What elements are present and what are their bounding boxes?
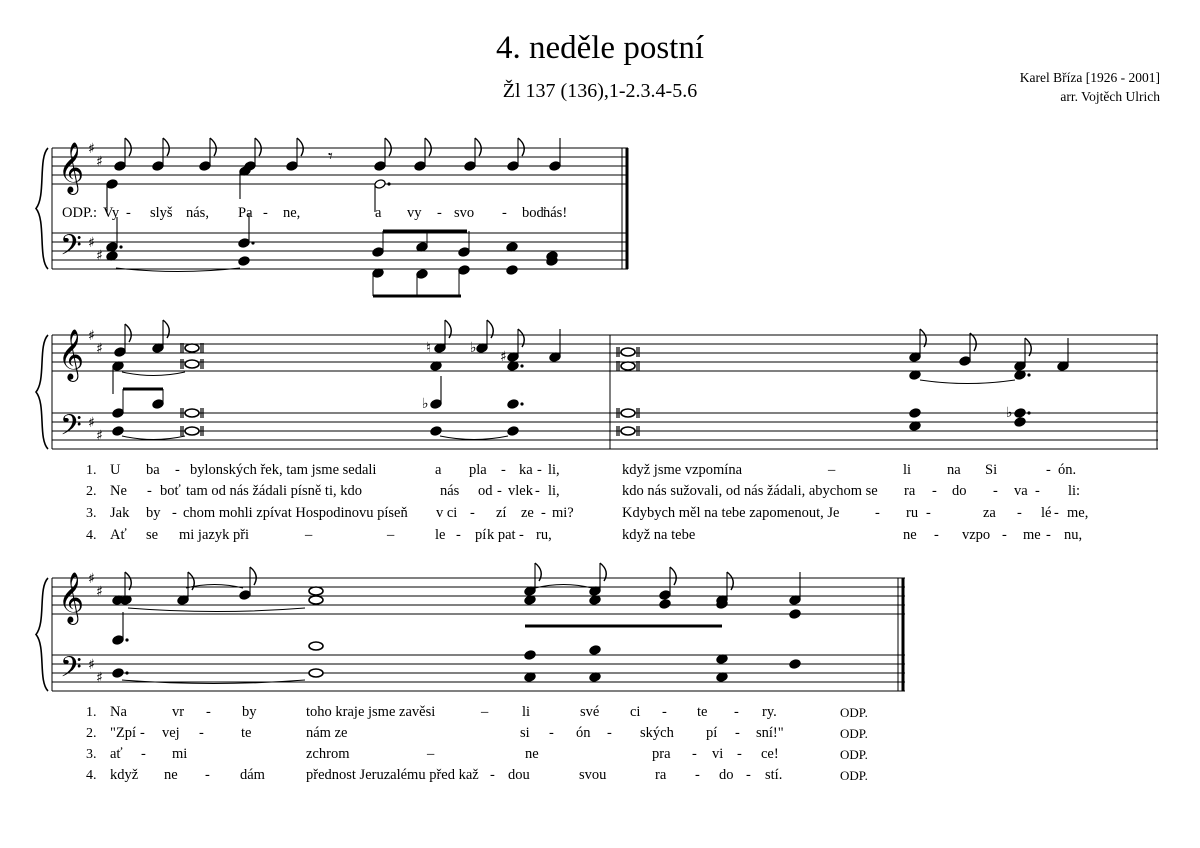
- note-head: [506, 265, 518, 276]
- verse-syllable: -: [735, 725, 740, 741]
- whole-note: [621, 409, 635, 417]
- page-title: 4. neděle postní: [495, 30, 705, 66]
- verse-number: 4.: [86, 528, 97, 543]
- whole-note: [621, 427, 635, 435]
- flat-sign: ♭: [470, 340, 477, 356]
- verse-syllable: zchrom: [306, 746, 350, 762]
- verse-syllable: Ne: [110, 483, 127, 499]
- key-sharp: ♯: [88, 235, 95, 251]
- tie: [128, 608, 305, 612]
- verse-syllable: sní!": [756, 725, 784, 741]
- note-flag: [518, 138, 524, 156]
- verse-syllable: stí.: [765, 767, 783, 783]
- response-syllable: boď: [522, 205, 546, 221]
- arranger-credit: arr. Vojtěch Ulrich: [1060, 89, 1160, 104]
- verse-syllable: chom mohli zpívat Hospodinovu píseň: [183, 505, 408, 521]
- verse-syllable: ka: [519, 462, 533, 478]
- verse-syllable: ci: [630, 704, 641, 720]
- note-head: [112, 635, 124, 646]
- verse-syllable: -: [692, 746, 697, 762]
- system-brace: [36, 148, 48, 269]
- verse-syllable: dám: [240, 767, 265, 783]
- verse-syllable: vzpo: [962, 527, 991, 543]
- verse-syllable: me,: [1067, 505, 1089, 521]
- treble-clef: 𝄞: [58, 142, 85, 193]
- response-syllable: Vy: [103, 205, 120, 221]
- verse-syllable: -: [1054, 505, 1059, 521]
- verse-syllable: te: [697, 704, 708, 720]
- system-brace: [36, 335, 48, 449]
- verse-syllable: -: [140, 725, 145, 741]
- verse-number: 4.: [86, 768, 97, 783]
- treble-clef: 𝄞: [58, 329, 85, 380]
- verse-syllable: když: [110, 767, 139, 783]
- note-head: [152, 399, 164, 410]
- note-head: [430, 426, 442, 437]
- note-head: [507, 426, 519, 437]
- note-head: [507, 399, 519, 410]
- note-flag: [125, 324, 131, 342]
- note-flag: [163, 138, 169, 156]
- flat-sign: ♭: [1006, 405, 1013, 421]
- whole-note: [185, 344, 199, 352]
- verse-syllable: -: [172, 505, 177, 521]
- verse-syllable: od: [478, 483, 493, 499]
- tie: [122, 372, 185, 376]
- verse-syllable: ne: [525, 746, 539, 762]
- natural-sign: ♮: [426, 340, 432, 356]
- verse-syllable: přednost Jeruzalému před kaž: [306, 767, 479, 783]
- verse-syllable: -: [199, 725, 204, 741]
- verse-syllable: když jsme vzpomína: [622, 462, 743, 478]
- response-syllable: nás!: [543, 205, 568, 221]
- note-head: [414, 161, 426, 172]
- note-head: [114, 161, 126, 172]
- verse-syllable: -: [1046, 462, 1051, 478]
- verse-syllable: -: [470, 505, 475, 521]
- verse-syllable: li,: [548, 462, 560, 478]
- verse-syllable: na: [947, 462, 961, 478]
- note-head: [239, 590, 251, 601]
- verse-syllable: -: [746, 767, 751, 783]
- verse-syllable: ba: [146, 462, 160, 478]
- system-brace: [36, 578, 48, 691]
- note-head: [524, 650, 536, 661]
- composer-credit: Karel Bříza [1926 - 2001]: [1019, 70, 1160, 85]
- verse-syllable: -: [501, 462, 506, 478]
- verse-syllable: ru: [906, 505, 919, 521]
- note-head: [458, 265, 470, 276]
- verse-syllable: me: [1023, 527, 1041, 543]
- verse-syllable: toho kraje jsme zavěsi: [306, 704, 436, 720]
- note-dot: [251, 241, 254, 244]
- verse-syllable: va: [1014, 483, 1028, 499]
- note-dot: [1027, 373, 1030, 376]
- verse-syllable: za: [983, 505, 996, 521]
- verse-syllable: ón: [576, 725, 591, 741]
- verse-syllable: ón.: [1058, 462, 1077, 478]
- key-sharp: ♯: [88, 141, 95, 157]
- verse-syllable: ra: [655, 767, 667, 783]
- whole-note: [621, 348, 635, 356]
- verse-syllable: si: [520, 725, 530, 741]
- note-head: [659, 599, 671, 610]
- note-head: [507, 161, 519, 172]
- verse-syllable: pla: [469, 462, 487, 478]
- verse-syllable: pí: [475, 527, 487, 543]
- note-head: [789, 659, 801, 670]
- verse-syllable: zí: [496, 505, 507, 521]
- verse-syllable: -: [147, 483, 152, 499]
- verse-syllable: nám ze: [306, 725, 348, 741]
- verse-syllable: pí: [706, 725, 718, 741]
- verse-syllable: -: [1002, 527, 1007, 543]
- note-head: [1014, 408, 1026, 419]
- verse-syllable: ce!: [761, 746, 779, 762]
- whole-note: [185, 427, 199, 435]
- verse-syllable: li: [522, 704, 531, 720]
- whole-note: [621, 362, 635, 370]
- note-head: [789, 609, 801, 620]
- note-dot: [520, 402, 523, 405]
- whole-note: [309, 596, 323, 604]
- note-head: [238, 256, 250, 267]
- verse-syllable: ru,: [536, 527, 552, 543]
- note-head: [959, 356, 971, 367]
- note-flag: [210, 138, 216, 156]
- verse-syllable: -: [537, 462, 542, 478]
- verse-syllable: ry.: [762, 704, 777, 720]
- key-sharp: ♯: [88, 415, 95, 431]
- response-syllable: -: [437, 205, 442, 221]
- verse-syllable: -: [519, 527, 524, 543]
- verse-syllable: -: [993, 483, 998, 499]
- verse-syllable: své: [580, 704, 600, 720]
- verse-syllable: -: [497, 483, 502, 499]
- note-head: [372, 247, 384, 258]
- verse-syllable: -: [1046, 527, 1051, 543]
- verse-syllable: vej: [162, 725, 180, 741]
- verse-syllable: -: [695, 767, 700, 783]
- verse-syllable: -: [205, 767, 210, 783]
- key-sharp: ♯: [96, 248, 103, 264]
- whole-note: [309, 587, 323, 595]
- verse-syllable: -: [141, 746, 146, 762]
- verse-syllable: ať: [110, 746, 123, 762]
- verse-syllable: nás: [440, 483, 460, 499]
- verse-syllable: -: [549, 725, 554, 741]
- note-head: [464, 161, 476, 172]
- verse-syllable: tam od nás žádali písně ti, kdo: [186, 483, 362, 499]
- response-syllable: slyš: [150, 205, 173, 221]
- verse-syllable: –: [481, 704, 489, 720]
- verse-syllable: -: [1035, 483, 1040, 499]
- response-syllable: Pa: [238, 205, 253, 221]
- note-flag: [125, 138, 131, 156]
- response-cue: ODP.: [840, 726, 868, 741]
- verse-syllable: nu,: [1064, 527, 1083, 543]
- verse-syllable: Na: [110, 704, 127, 720]
- verse-syllable: li:: [1068, 483, 1081, 499]
- verse-syllable: do: [952, 483, 967, 499]
- key-sharp: ♯: [96, 670, 103, 686]
- response-syllable: nás,: [186, 205, 209, 221]
- note-head: [549, 161, 561, 172]
- note-head: [659, 590, 671, 601]
- tie: [122, 436, 185, 440]
- verse-syllable: -: [206, 704, 211, 720]
- note-flag: [970, 333, 976, 351]
- verse-syllable: svou: [579, 767, 607, 783]
- verse-syllable: mi jazyk při: [179, 527, 250, 543]
- verse-syllable: li: [903, 462, 912, 478]
- note-dot: [119, 245, 122, 248]
- note-flag: [250, 567, 256, 585]
- verse-syllable: U: [110, 462, 121, 478]
- verse-syllable: dou: [508, 767, 530, 783]
- verse-syllable: -: [734, 704, 739, 720]
- verse-number: 2.: [86, 484, 97, 499]
- note-dot: [125, 671, 128, 674]
- verse-syllable: -: [175, 462, 180, 478]
- note-head: [286, 161, 298, 172]
- tie: [440, 436, 508, 440]
- verse-syllable: vlek: [508, 483, 533, 499]
- verse-syllable: Jak: [110, 505, 130, 521]
- verse-syllable: Ať: [110, 527, 127, 543]
- response-syllable: ne,: [283, 205, 301, 221]
- note-flag: [385, 138, 391, 156]
- verse-number: 3.: [86, 747, 97, 762]
- verse-number: 3.: [86, 506, 97, 521]
- verse-syllable: lé: [1041, 505, 1052, 521]
- note-head: [112, 426, 124, 437]
- note-head: [152, 161, 164, 172]
- verse-number: 1.: [86, 705, 97, 720]
- verse-syllable: -: [607, 725, 612, 741]
- verse-syllable: –: [828, 462, 836, 478]
- bass-clef: 𝄢: [60, 409, 82, 449]
- note-head: [238, 238, 250, 249]
- whole-note: [185, 360, 199, 368]
- note-head: [112, 408, 124, 419]
- note-head: [114, 347, 126, 358]
- note-flag: [425, 138, 431, 156]
- verse-syllable: vi: [712, 746, 724, 762]
- verse-syllable: ských: [640, 725, 674, 741]
- verse-syllable: -: [490, 767, 495, 783]
- verse-syllable: ne: [903, 527, 917, 543]
- key-sharp: ♯: [96, 584, 103, 600]
- verse-syllable: -: [662, 704, 667, 720]
- verse-syllable: -: [1017, 505, 1022, 521]
- response-syllable: -: [502, 205, 507, 221]
- verse-syllable: když na tebe: [622, 527, 696, 543]
- note-dot: [520, 364, 523, 367]
- bass-clef: 𝄢: [60, 651, 82, 691]
- verse-syllable: -: [926, 505, 931, 521]
- note-head: [909, 408, 921, 419]
- key-sharp: ♯: [96, 428, 103, 444]
- note-head: [416, 269, 428, 280]
- note-head: [589, 645, 601, 656]
- key-sharp: ♯: [88, 571, 95, 587]
- verse-syllable: te: [241, 725, 252, 741]
- verse-syllable: bylonských řek, tam jsme sedali: [190, 462, 377, 478]
- note-dot: [1027, 411, 1030, 414]
- verse-syllable: ne: [164, 767, 178, 783]
- verse-syllable: -: [535, 483, 540, 499]
- response-syllable: vy: [407, 205, 422, 221]
- note-head: [112, 668, 124, 679]
- verse-syllable: k pat: [487, 527, 516, 543]
- eighth-rest: 𝄾: [328, 146, 333, 167]
- response-cue: ODP.: [840, 705, 868, 720]
- psalm-reference: Žl 137 (136),1-2.3.4-5.6: [502, 80, 698, 102]
- verse-syllable: kdo nás sužovali, od nás žádali, abychom se: [622, 483, 878, 499]
- verse-syllable: do: [719, 767, 734, 783]
- note-head: [458, 247, 470, 258]
- note-head: [106, 179, 118, 190]
- key-sharp: ♯: [96, 154, 103, 170]
- verse-syllable: vr: [172, 704, 185, 720]
- note-head: [1014, 417, 1026, 428]
- note-flag: [255, 138, 261, 156]
- verse-syllable: mi: [172, 746, 188, 762]
- note-dot: [125, 638, 128, 641]
- verse-syllable: -: [875, 505, 880, 521]
- verse-syllable: le: [435, 527, 446, 543]
- tie: [920, 380, 1015, 384]
- verse-syllable: –: [427, 746, 435, 762]
- response-syllable: -: [263, 205, 268, 221]
- verse-syllable: se: [146, 527, 159, 543]
- verse-syllable: -: [456, 527, 461, 543]
- whole-note: [185, 409, 199, 417]
- note-dot: [387, 182, 390, 185]
- verse-syllable: pra: [652, 746, 671, 762]
- verse-syllable: –: [305, 527, 313, 543]
- verse-syllable: -: [932, 483, 937, 499]
- verse-syllable: a: [435, 462, 442, 478]
- verse-syllable: ze: [521, 505, 534, 521]
- verse-syllable: boť: [160, 483, 181, 499]
- response-cue: ODP.: [840, 768, 868, 783]
- verse-syllable: Kdybych měl na tebe zapomenout, Je: [622, 505, 840, 521]
- treble-clef: 𝄞: [58, 572, 85, 623]
- verse-syllable: -: [541, 505, 546, 521]
- verse-syllable: "Zpí: [110, 725, 137, 741]
- verse-syllable: –: [387, 527, 395, 543]
- note-flag: [297, 138, 303, 156]
- verse-syllable: v ci: [436, 505, 458, 521]
- note-head: [199, 161, 211, 172]
- flat-sign: ♭: [422, 396, 429, 412]
- verse-syllable: ra: [904, 483, 916, 499]
- note-flag: [670, 567, 676, 585]
- response-syllable: a: [375, 205, 382, 221]
- verse-syllable: -: [934, 527, 939, 543]
- verse-syllable: by: [242, 704, 257, 720]
- note-flag: [475, 138, 481, 156]
- verse-number: 1.: [86, 463, 97, 478]
- verse-syllable: Si: [985, 462, 998, 478]
- response-syllable: svo: [454, 205, 475, 221]
- verse-number: 2.: [86, 726, 97, 741]
- bass-clef: 𝄢: [60, 229, 82, 269]
- note-head: [374, 179, 386, 190]
- whole-note: [309, 669, 323, 677]
- key-sharp: ♯: [88, 328, 95, 344]
- whole-note: [309, 642, 323, 650]
- key-sharp: ♯: [96, 341, 103, 357]
- verse-syllable: by: [146, 505, 161, 521]
- response-syllable: -: [126, 205, 131, 221]
- note-head: [374, 161, 386, 172]
- sharp-sign: ♯: [500, 349, 507, 365]
- verse-syllable: li,: [548, 483, 560, 499]
- key-sharp: ♯: [88, 657, 95, 673]
- response-label: ODP.:: [62, 205, 98, 221]
- verse-syllable: -: [737, 746, 742, 762]
- response-cue: ODP.: [840, 747, 868, 762]
- note-head: [430, 399, 442, 410]
- verse-syllable: mi?: [552, 505, 574, 521]
